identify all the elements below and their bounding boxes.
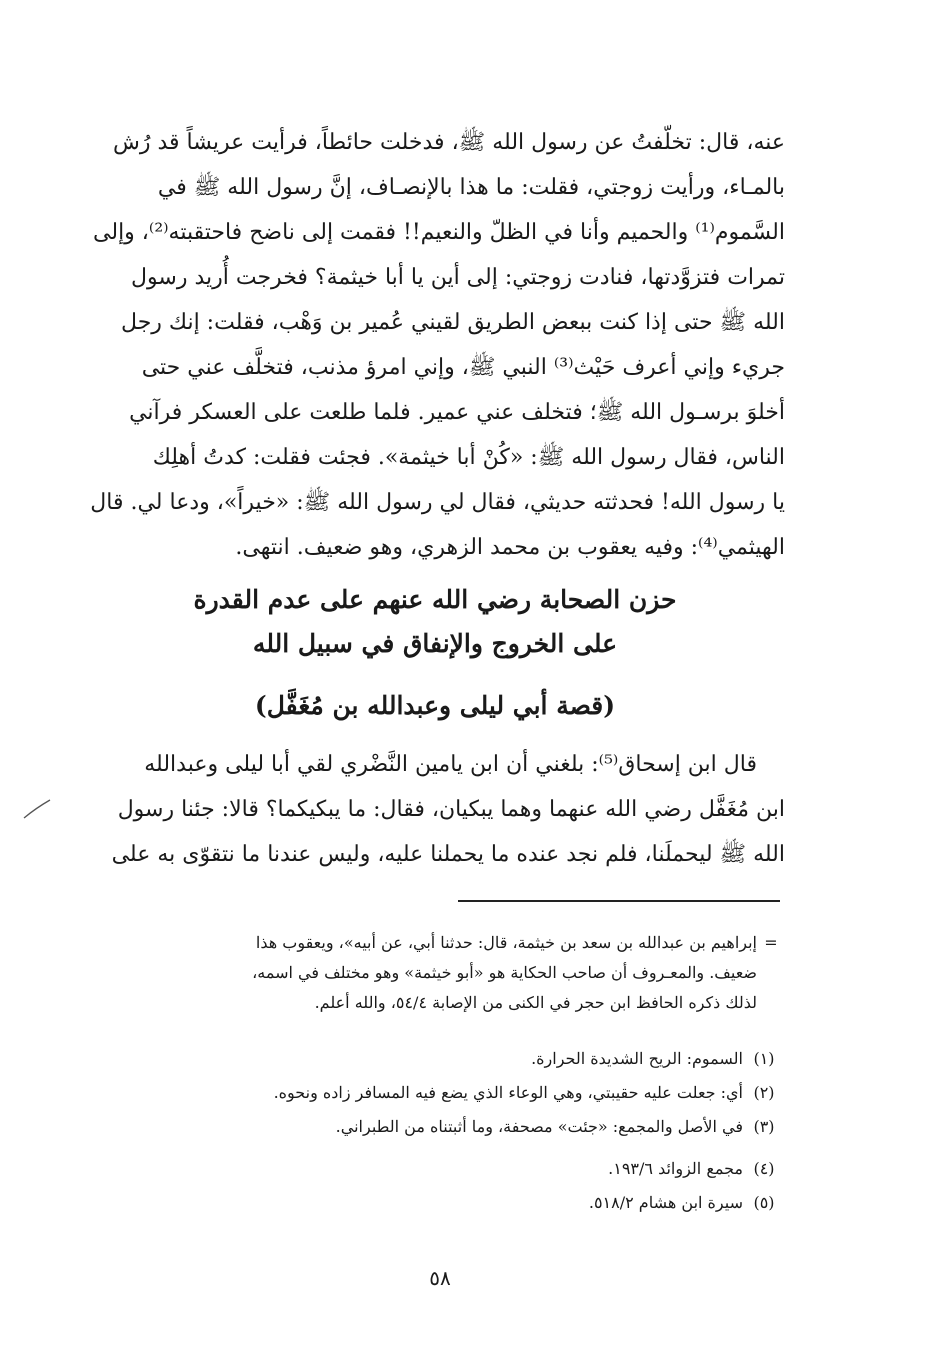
footnote-number: (٢) <box>753 1083 775 1102</box>
text-line: أخلوَ برسـول الله ﷺ؛ فتخلف عني عمير. فلما طلعت على العسكر فرآني <box>129 400 785 425</box>
footnote-item <box>85 1188 785 1218</box>
text-line: الله ﷺ حتى إذا كنت ببعض الطريق لقيني عُمير بن وَهْب، فقلت: إنك رجل <box>121 310 785 335</box>
text-line: الهيثمي⁽⁴⁾: وفيه يعقوب بن محمد الزهري، وهو ضعيف. انتهى. <box>235 535 785 560</box>
text-line: قال ابن إسحاق⁽⁵⁾: بلغني أن ابن يامين النَّضْري لقي أبا ليلى وعبدالله <box>144 752 757 777</box>
footnote-item <box>85 1154 785 1184</box>
footnote-item <box>85 1044 785 1074</box>
paragraph <box>85 742 785 877</box>
text-line: السَّموم⁽¹⁾ والحميم وأنا في الظلّ والنعيم!! فقمت إلى ناضح فاحتقبته⁽²⁾، وإلى <box>93 220 785 245</box>
footnote-item <box>85 1078 785 1108</box>
footnote-text: سيرة ابن هشام ٥١٨/٢. <box>588 1193 743 1212</box>
text-line: عنه، قال: تخلّفتُ عن رسول الله ﷺ، فدخلت حائطاً، فرأيت عريشاً قد رُش <box>113 130 785 155</box>
text-line: بالمـاء، ورأيت زوجتي، فقلت: ما هذا بالإنصـاف، إنَّ رسول الله ﷺ في <box>157 175 785 200</box>
footnote-text: أي: جعلت عليه حقيبتي، وهي الوعاء الذي يضع فيه المسافر زاده ونحوه. <box>273 1083 743 1102</box>
text-line: جريء وإني أعرف حَيْث⁽³⁾ النبي ﷺ، وإني امرؤ مذنب، فتخلَّف عني حتى <box>141 355 785 380</box>
section-heading <box>85 578 785 666</box>
footnote-line <box>85 928 785 958</box>
footnote-text: في الأصل والمجمع: «جئت» مصحفة، وما أثبتناه من الطبراني. <box>335 1117 743 1136</box>
footnote-separator <box>458 900 780 902</box>
footnote-continuation <box>85 928 785 1018</box>
footnote-number: (٥) <box>753 1193 775 1212</box>
text-line: يا رسول الله! فحدثته حديثي، فقال لي رسول الله ﷺ: «خيراً»، ودعا لي. قال <box>90 490 785 515</box>
heading-line: على الخروج والإنفاق في سبيل الله <box>252 629 618 658</box>
section-subheading: (قصة أبي ليلى وعبدالله بن مُغَفَّل) <box>254 691 616 720</box>
page-number: ٥٨ <box>429 1266 451 1290</box>
footnote-text: مجمع الزوائد ١٩٣/٦. <box>608 1159 743 1178</box>
main-text-block <box>85 120 785 570</box>
footnote-line <box>85 958 785 988</box>
continuation-marker: = <box>764 933 778 952</box>
text-line: تمرات فتزوَّدتها، فنادت زوجتي: إلى أين يا أبا خيثمة؟ فخرجت أُريد رسول <box>131 265 785 290</box>
footnote-number: (١) <box>753 1049 775 1068</box>
footnote-number: (٣) <box>753 1117 775 1136</box>
footnote-line <box>85 988 785 1018</box>
footnote-text: إبراهيم بن عبدالله بن سعد بن خيثمة، قال: حدثنا أبي، عن أبيه»، ويعقوب هذا <box>255 933 757 952</box>
margin-mark <box>22 798 52 822</box>
footnote-text: لذلك ذكره الحافظ ابن حجر في الكنى من الإصابة ٥٤/٤، والله أعلم. <box>314 993 757 1012</box>
footnotes-list <box>85 1044 785 1218</box>
footnote-number: (٤) <box>753 1159 775 1178</box>
footnote-item <box>85 1112 785 1142</box>
text-line: الله ﷺ ليحملَنا، فلم نجد عنده ما يحملنا عليه، وليس عندنا ما نتقوّى به على <box>111 842 785 867</box>
heading-line: حزن الصحابة رضي الله عنهم على عدم القدرة <box>193 585 677 614</box>
text-line: ابن مُغَفَّل رضي الله عنهما وهما يبكيان، فقال: ما يبكيكما؟ قالا: جئنا رسول <box>117 797 785 822</box>
footnote-text: ضعيف. والمعـروف أن صاحب الحكاية هو «أبو خيثمة» وهو مختلف في اسمه، <box>252 963 757 982</box>
text-line: الناس، فقال رسول الله ﷺ: «كُنْ أبا خيثمة». فجئت فقلت: كدتُ أهلِك <box>152 445 785 470</box>
footnote-text: السموم: الريح الشديدة الحرارة. <box>531 1049 743 1068</box>
